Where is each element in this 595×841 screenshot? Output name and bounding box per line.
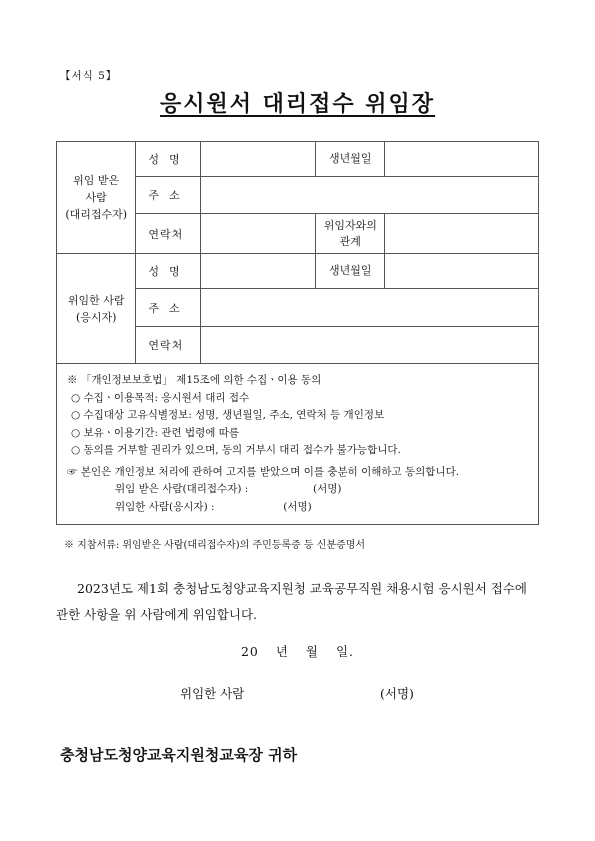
- consent-heading: ※ 「개인정보보호법」 제15조에 의한 수집ㆍ이용 동의: [67, 374, 322, 386]
- addressee: 충청남도청양교육지원청교육장 귀하: [60, 746, 298, 764]
- consent-item: ○ 수집대상 고유식별정보: 성명, 생년월일, 주소, 연락처 등 개인정보: [71, 409, 385, 421]
- proxy-contact-field[interactable]: [201, 214, 316, 254]
- delegator-group-label: [57, 254, 136, 364]
- date-line: 20 년 월 일.: [240, 644, 355, 659]
- delegator-group-line2: (응시자): [75, 310, 117, 324]
- signer-mark: (서명): [380, 686, 414, 701]
- delegator-name-label: 성 명: [136, 254, 201, 289]
- proxy-address-label: 주 소: [136, 177, 201, 214]
- consent-item: ○ 수집ㆍ이용목적: 응시원서 대리 접수: [71, 391, 250, 404]
- consent-sign-delegator-label: 위임한 사람(응시자) :: [115, 500, 215, 513]
- signer-line: [180, 684, 414, 702]
- proxy-contact-label: 연락처: [136, 214, 201, 254]
- proxy-relation-field[interactable]: [385, 214, 539, 254]
- title-text: 응시원서 대리접수 위임장: [159, 92, 436, 117]
- proxy-address-field[interactable]: [201, 177, 539, 214]
- delegator-name-field[interactable]: [201, 254, 316, 289]
- proxy-name-field[interactable]: [201, 142, 316, 177]
- statement-line2: 관한 사항을 위 사람에게 위임합니다.: [56, 607, 257, 622]
- delegator-contact-field[interactable]: [201, 327, 539, 364]
- consent-sign-proxy-mark: (서명): [313, 483, 342, 495]
- consent-sign-delegator: [67, 499, 528, 517]
- form-number: 【서식 5】: [60, 70, 118, 82]
- relation-line2: 관계: [339, 234, 361, 248]
- proxy-group-line2: 사람: [85, 191, 107, 204]
- consent-item: ○ 동의를 거부할 권리가 있으며, 동의 거부시 대리 접수가 불가능합니다.: [71, 444, 401, 456]
- proxy-group-line3: (대리접수자): [65, 208, 128, 221]
- proxy-birth-label: 생년월일: [316, 142, 385, 177]
- delegator-birth-field[interactable]: [385, 254, 539, 289]
- consent-sign-proxy: [67, 481, 528, 499]
- relation-line1: 위임자와의: [323, 218, 377, 232]
- consent-sign-proxy-label: 위임 받은 사람(대리접수자) :: [115, 483, 249, 495]
- consent-item: ○ 보유ㆍ이용기간: 관련 법령에 따름: [71, 426, 240, 439]
- statement-line1: 2023년도 제1회 충청남도청양교육지원청 교육공무직원 채용시험 응시원서 접수에: [77, 581, 528, 596]
- delegator-address-label: 주 소: [136, 289, 201, 327]
- signer-label: 위임한 사람: [180, 686, 245, 701]
- delegator-address-field[interactable]: [201, 289, 539, 327]
- page-title: [0, 87, 595, 118]
- delegator-group-line1: 위임한 사람: [67, 293, 125, 307]
- proxy-relation-label: [316, 214, 385, 254]
- proxy-group-line1: 위임 받은: [73, 174, 120, 187]
- delegation-table: [56, 141, 539, 525]
- proxy-birth-field[interactable]: [385, 142, 539, 177]
- consent-agreement: ☞ 본인은 개인정보 처리에 관하여 고지를 받았으며 이를 충분히 이해하고 동의합니다.: [67, 465, 460, 478]
- delegation-statement: [56, 576, 544, 628]
- delegator-contact-label: 연락처: [136, 327, 201, 364]
- consent-box: [57, 364, 539, 525]
- consent-sign-delegator-mark: (서명): [283, 500, 312, 513]
- required-documents-note: ※ 지참서류: 위임받은 사람(대리접수자)의 주민등록증 등 신분증명서: [64, 540, 366, 551]
- delegator-birth-label: 생년월일: [316, 254, 385, 289]
- proxy-group-label: [57, 142, 136, 254]
- proxy-name-label: 성 명: [136, 142, 201, 177]
